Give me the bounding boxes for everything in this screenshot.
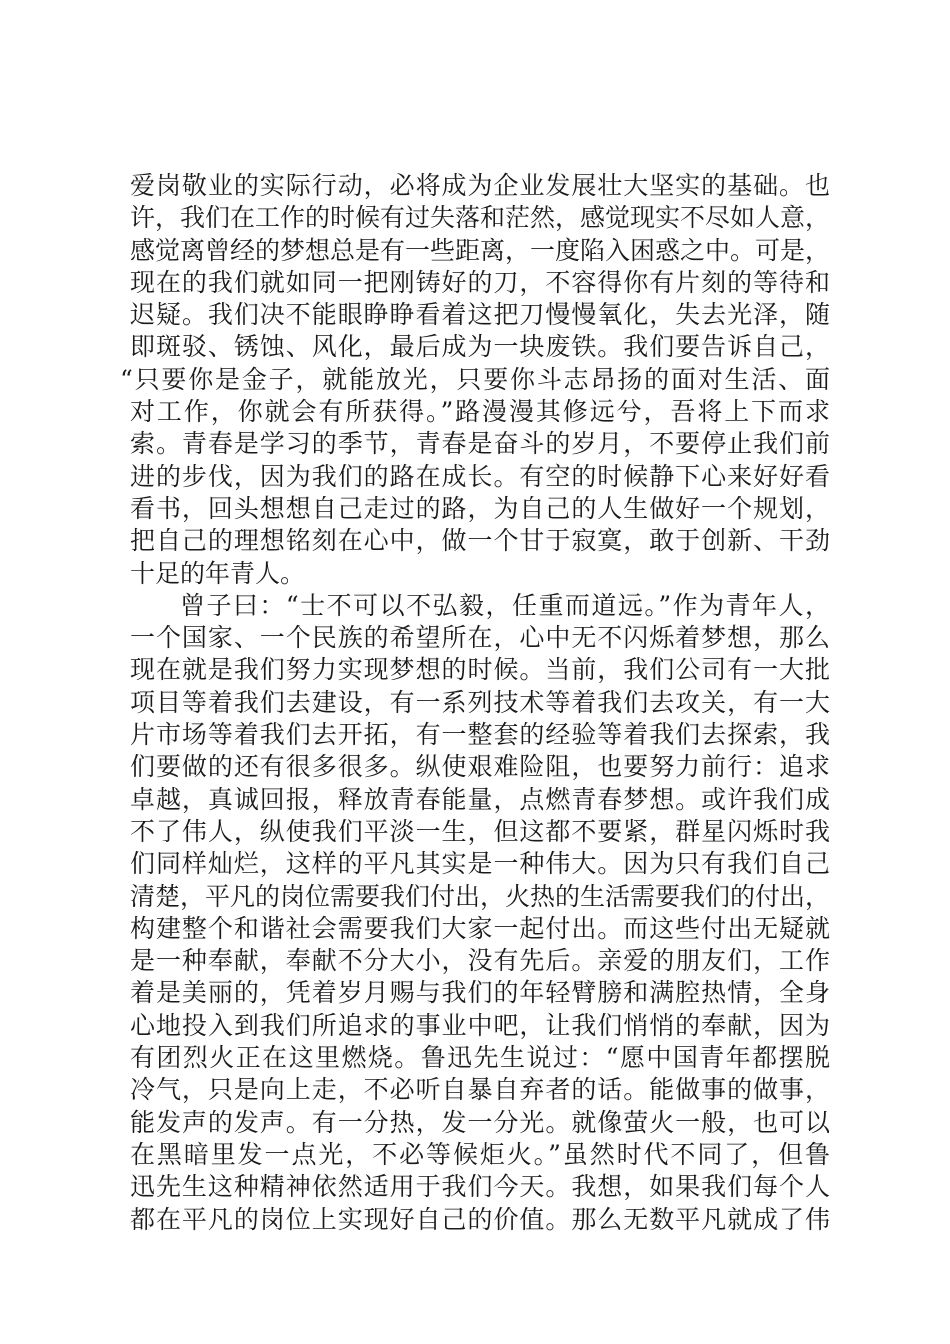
paragraph-1: [120, 170, 831, 590]
text-line: 把自己的理想铭刻在心中，做一个甘于寂寞，敢于创新、干劲: [130, 526, 830, 556]
text-line: 能发声的发声。有一分热，发一分光。就像萤火一般，也可以: [130, 1107, 830, 1137]
text-line: 有团烈火正在这里燃烧。鲁迅先生说过：“愿中国青年都摆脱: [130, 1043, 830, 1073]
text-line: 心地投入到我们所追求的事业中吧，让我们悄悄的奉献，因为: [130, 1010, 830, 1040]
text-line: 现在就是我们努力实现梦想的时候。当前，我们公司有一大批: [130, 655, 830, 685]
text-line: 们要做的还有很多很多。纵使艰难险阻，也要努力前行：追求: [130, 752, 830, 782]
text-line: 看书，回头想想自己走过的路，为自己的人生做好一个规划，: [130, 493, 830, 523]
text-line: “只要你是金子，就能放光，只要你斗志昂扬的面对生活、面: [120, 364, 830, 394]
text-line: 现在的我们就如同一把刚铸好的刀，不容得你有片刻的等待和: [130, 267, 830, 297]
text-line: 对工作，你就会有所获得。”路漫漫其修远兮，吾将上下而求: [130, 397, 830, 427]
text-line: 即斑驳、锈蚀、风化，最后成为一块废铁。我们要告诉自己，: [130, 332, 830, 362]
text-line: 感觉离曾经的梦想总是有一些距离，一度陷入困惑之中。可是，: [130, 235, 831, 265]
text-line: 进的步伐，因为我们的路在成长。有空的时候静下心来好好看: [130, 461, 830, 491]
text-line: 在黑暗里发一点光，不必等候炬火。”虽然时代不同了，但鲁: [130, 1139, 830, 1169]
text-line: 一个国家、一个民族的希望所在，心中无不闪烁着梦想，那么: [130, 623, 830, 653]
text-line: 项目等着我们去建设，有一系列技术等着我们去攻关，有一大: [130, 687, 830, 717]
text-line: 曾子曰：“士不可以不弘毅，任重而道远。”作为青年人，: [180, 590, 830, 620]
text-line: 十足的年青人。: [130, 558, 306, 588]
text-line: 们同样灿烂，这样的平凡其实是一种伟大。因为只有我们自己: [130, 849, 830, 879]
text-line: 片市场等着我们去开拓，有一整套的经验等着我们去探索，我: [130, 720, 830, 750]
text-line: 爱岗敬业的实际行动，必将成为企业发展壮大坚实的基础。也: [130, 171, 830, 200]
text-line: 构建整个和谐社会需要我们大家一起付出。而这些付出无疑就: [130, 913, 830, 943]
paragraph-2: [130, 590, 830, 1236]
text-line: 迟疑。我们决不能眼睁睁看着这把刀慢慢氧化，失去光泽，随: [130, 300, 830, 330]
body-text: [120, 170, 831, 1236]
text-line: 都在平凡的岗位上实现好自己的价值。那么无数平凡就成了伟: [130, 1204, 830, 1234]
text-line: 是一种奉献，奉献不分大小，没有先后。亲爱的朋友们，工作: [130, 946, 830, 976]
text-line: 着是美丽的，凭着岁月赐与我们的年轻臂膀和满腔热情，全身: [130, 978, 830, 1008]
text-line: 索。青春是学习的季节，青春是奋斗的岁月，不要停止我们前: [130, 429, 830, 459]
text-line: 冷气，只是向上走，不必听自暴自弃者的话。能做事的做事，: [130, 1075, 830, 1105]
text-line: 迅先生这种精神依然适用于我们今天。我想，如果我们每个人: [130, 1172, 830, 1202]
text-line: 卓越，真诚回报，释放青春能量，点燃青春梦想。或许我们成: [130, 784, 830, 814]
text-line: 清楚，平凡的岗位需要我们付出，火热的生活需要我们的付出，: [130, 881, 831, 911]
text-line: 不了伟人，纵使我们平淡一生，但这都不要紧，群星闪烁时我: [130, 816, 830, 846]
text-line: 许，我们在工作的时候有过失落和茫然，感觉现实不尽如人意，: [130, 203, 831, 233]
